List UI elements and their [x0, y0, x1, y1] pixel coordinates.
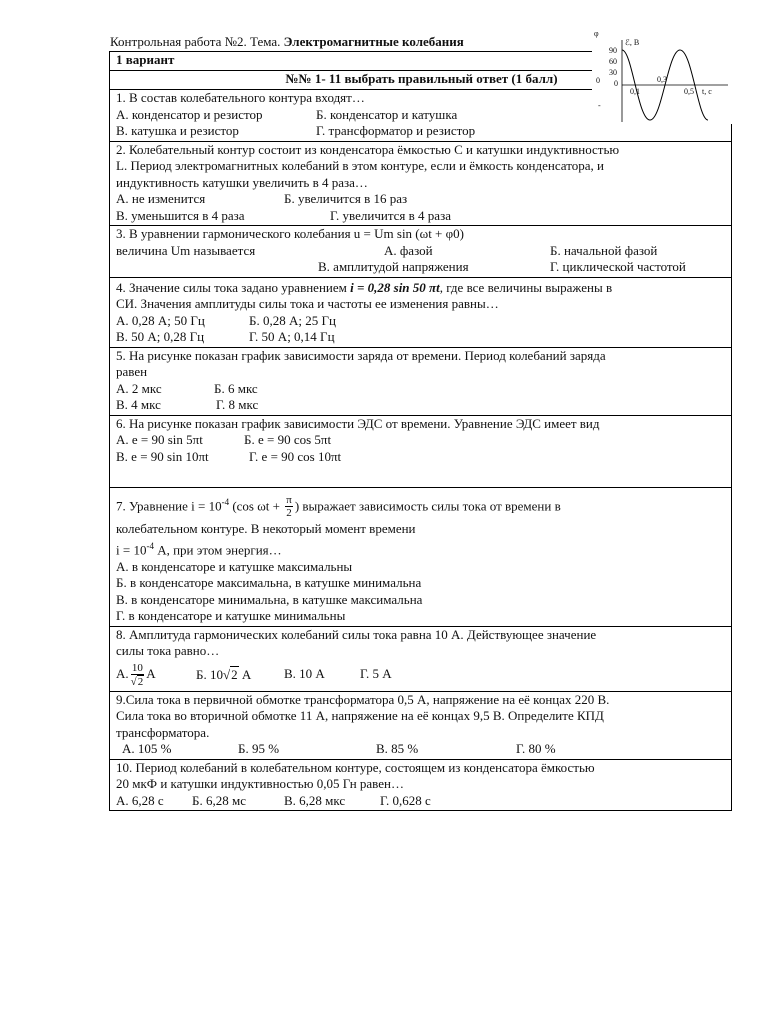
- q1-option-b: Б. конденсатор и катушка: [316, 106, 458, 122]
- q8-option-v: В. 10 А: [284, 666, 325, 682]
- q2-option-b: Б. увеличится в 16 раз: [284, 191, 408, 206]
- q4-option-v: В. 50 А; 0,28 Гц: [116, 329, 205, 344]
- question-7: [110, 487, 732, 626]
- question-8: 8. Амплитуда гармонических колебаний силы тока равна 10 А. Действующее значение силы тока равно… А. $\frac{10}{√2}$ А Б. 10√2 А В. 10 А Г. 5 А: [110, 626, 732, 691]
- test-table: [109, 51, 732, 811]
- graph-x-tick-03: 0,3: [657, 75, 667, 84]
- q10-line-2: 20 мкФ и катушки индуктивностью 0,05 Гн равен…: [116, 776, 404, 792]
- q4-line-1a: 4. Значение силы тока задано уравнением: [116, 279, 351, 295]
- graph-x-label: t, с: [702, 87, 712, 96]
- q7-line-3exp: -4: [146, 540, 154, 551]
- graph-x-tick-05: 0,5: [684, 87, 694, 96]
- q3-line-2: величина Um называется: [116, 242, 256, 258]
- q9-option-v: В. 85 %: [376, 741, 419, 757]
- q8-b-unit: А: [238, 666, 252, 682]
- graph-x-tick-01: 0,1: [630, 87, 640, 96]
- graph-y-tick-0: 0: [614, 79, 618, 88]
- q8-a-num: 10: [131, 661, 143, 674]
- q2-line-2: L. Период электромагнитных колебаний в этом контуре, если и ёмкость конденсатора, и: [116, 158, 604, 173]
- q8-b-pre: Б. 10: [196, 666, 223, 682]
- question-6: [110, 415, 732, 487]
- q7-line-2: колебательном контуре. В некоторый момент времени: [116, 521, 416, 537]
- q5-line-1: 5. На рисунке показан график зависимости заряда от времени. Период колебаний заряда: [116, 347, 606, 363]
- q5-option-a: А. 2 мкс: [116, 380, 162, 396]
- question-4: [110, 277, 732, 347]
- graph-neg-left: 0: [596, 76, 600, 85]
- q1-option-g: Г. трансформатор и резистор: [316, 123, 476, 138]
- q7-pre: 7. Уравнение i = 10: [116, 497, 222, 513]
- title-prefix: Контрольная работа №2. Тема.: [110, 34, 284, 49]
- q7-frac-num: π: [286, 494, 292, 507]
- q9-line-2: Сила тока во вторичной обмотке 11 А, напряжение на её концах 9,5 В. Определите КПД: [116, 708, 604, 724]
- q5-option-b: Б. 6 мкс: [214, 380, 258, 396]
- graph-curve: [622, 50, 708, 120]
- q7-line-3b: А, при этом энергия…: [153, 542, 282, 558]
- q5-line-2: равен: [116, 364, 148, 379]
- q2-line-3: индуктивность катушки увеличить в 4 раза…: [116, 174, 368, 190]
- q3-option-g: Г. циклической частотой: [550, 259, 686, 274]
- q10-line-1: 10. Период колебаний в колебательном контуре, состоящем из конденсатора ёмкостью: [116, 759, 595, 775]
- q7-fraction: [285, 494, 293, 519]
- q7-post: ) выражает зависимость силы тока от времени в: [294, 497, 561, 513]
- q6-option-b: Б. е = 90 cos 5πt: [244, 432, 332, 447]
- q4-option-g: Г. 50 А; 0,14 Гц: [249, 329, 335, 344]
- q10-option-g: Г. 0,628 с: [380, 792, 431, 808]
- q7-option-b: Б. в конденсаторе максимальна, в катушке минимальна: [116, 575, 422, 591]
- q1-option-a: А. конденсатор и резистор: [116, 106, 263, 122]
- q9-line-3: трансформатора.: [116, 724, 210, 740]
- q9-option-a: А. 105 %: [122, 741, 172, 757]
- question-10: [110, 759, 732, 811]
- q8-line-2: силы тока равно…: [116, 643, 220, 659]
- variant-cell: 1 вариант: [110, 52, 732, 71]
- q3-option-a: А. фазой: [384, 242, 433, 258]
- q2-option-g: Г. увеличится в 4 раза: [330, 207, 451, 223]
- instruction-cell: №№ 1- 11 выбрать правильный ответ (1 балл): [110, 71, 732, 90]
- q7-exp: -4: [221, 496, 230, 507]
- graph-y-tick-90: 90: [609, 46, 617, 55]
- q2-option-a: А. не изменится: [116, 191, 206, 206]
- q2-option-v: В. уменьшится в 4 раза: [116, 207, 245, 223]
- q7-option-v: В. в конденсаторе минимальна, в катушке максимальна: [116, 591, 423, 607]
- q2-line-1: 2. Колебательный контур состоит из конденсатора ёмкостью С и катушки индуктивностью: [116, 141, 620, 157]
- q5-option-g: Г. 8 мкс: [216, 397, 259, 412]
- q9-line-1: 9.Сила тока в первичной обмотке трансформатора 0,5 А, напряжение на её концах 220 В.: [116, 691, 610, 707]
- q8-line-1: 8. Амплитуда гармонических колебаний силы тока равна 10 А. Действующее значение: [116, 626, 597, 642]
- q9-option-b: Б. 95 %: [238, 741, 280, 757]
- q8-a-den: 2: [137, 675, 144, 688]
- q8-a-unit: А: [146, 665, 156, 681]
- q7-option-a: А. в конденсаторе и катушке максимальны: [116, 558, 353, 574]
- q8-a-pre: А.: [116, 665, 129, 681]
- q4-equation: i = 0,28 sin 50 πt: [350, 279, 440, 295]
- graph-neg-mark: -: [598, 101, 601, 110]
- q3-option-v: В. амплитудой напряжения: [318, 259, 469, 274]
- page-title: [110, 34, 464, 50]
- graph-y-tick-30: 30: [609, 68, 617, 77]
- q4-option-a: А. 0,28 А; 50 Гц: [116, 312, 205, 328]
- q3-option-b: Б. начальной фазой: [550, 242, 658, 258]
- q4-line-1b: , где все величины выражены в: [439, 279, 613, 295]
- q6-option-a: А. е = 90 sin 5πt: [116, 432, 203, 447]
- question-2: [110, 141, 732, 226]
- emf-graph: [592, 28, 732, 124]
- q10-option-b: Б. 6,28 мс: [192, 792, 246, 808]
- q8-option-g: Г. 5 А: [360, 666, 392, 682]
- q7-frac-den: 2: [286, 507, 292, 520]
- q9-option-g: Г. 80 %: [516, 741, 556, 757]
- graph-axis-y-neg-top: φ: [594, 29, 599, 38]
- graph-y-label: ℰ, В: [625, 38, 640, 47]
- graph-y-tick-60: 60: [609, 57, 617, 66]
- q6-option-g: Г. е = 90 cos 10πt: [249, 448, 342, 464]
- question-5: [110, 347, 732, 415]
- q6-line-1: 6. На рисунке показан график зависимости ЭДС от времени. Уравнение ЭДС имеет вид: [116, 415, 600, 431]
- q3-line-1: 3. В уравнении гармонического колебания u = Um sin (ωt + φ0): [116, 226, 464, 241]
- q7-mid: (cos ωt +: [229, 497, 284, 513]
- q8-a-fraction: $\frac{10}{√2}$: [130, 661, 144, 688]
- q7-line-3a: i = 10: [116, 542, 147, 558]
- q4-option-b: Б. 0,28 А; 25 Гц: [249, 312, 336, 328]
- q10-option-v: В. 6,28 мкс: [284, 792, 346, 808]
- q1-option-v: В. катушка и резистор: [116, 123, 239, 138]
- q1-text: 1. В состав колебательного контура входят…: [116, 90, 365, 105]
- q8-b-rad: 2: [231, 666, 238, 682]
- q6-option-v: В. е = 90 sin 10πt: [116, 448, 209, 464]
- q10-option-a: А. 6,28 с: [116, 792, 164, 808]
- question-9: [110, 691, 732, 759]
- emf-graph-svg: [592, 28, 732, 124]
- q7-option-g: Г. в конденсаторе и катушке минимальны: [116, 608, 346, 624]
- q5-option-v: В. 4 мкс: [116, 397, 161, 412]
- question-3: [110, 226, 732, 278]
- q4-line-2: СИ. Значения амплитуды силы тока и частоты ее изменения равны…: [116, 296, 499, 311]
- title-topic: Электромагнитные колебания: [283, 34, 464, 49]
